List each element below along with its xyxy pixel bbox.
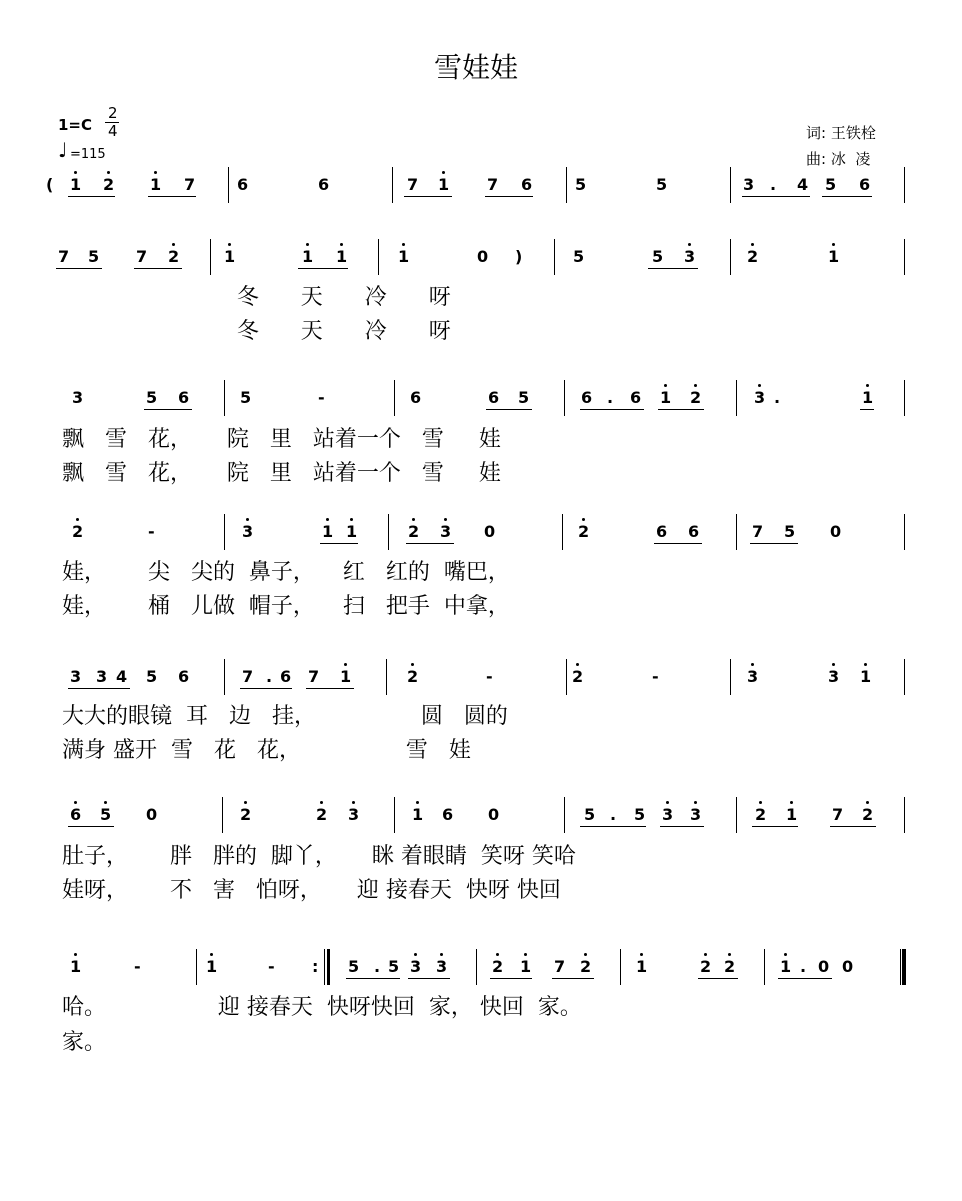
bar-line [224, 380, 225, 416]
octave-dot [442, 171, 445, 174]
octave-dot [704, 953, 707, 956]
note-digit: 1 [828, 247, 840, 266]
note-digit: 5 [652, 247, 664, 266]
note-digit: 0 [484, 522, 496, 541]
octave-dot [326, 518, 329, 521]
note-digit: 2 [578, 522, 590, 541]
lyric-line: 大大的眼镜 耳 边 挂， 圆 圆的 [62, 704, 508, 729]
note-digit: . [374, 957, 381, 976]
note-digit: 3 [684, 247, 696, 266]
bar-line [904, 380, 905, 416]
note-digit: 6 [178, 388, 190, 407]
note-digit: 0 [488, 805, 500, 824]
note-digit: . [800, 957, 807, 976]
octave-dot [104, 801, 107, 804]
note-digit: . [774, 388, 781, 407]
note-digit: 5 [88, 247, 100, 266]
note-digit: 5 [100, 805, 112, 824]
octave-dot [74, 171, 77, 174]
octave-dot [751, 243, 754, 246]
octave-dot [694, 801, 697, 804]
octave-dot [246, 518, 249, 521]
composer-credit: 曲: 冰 凌 [806, 150, 871, 168]
note-digit: 6 [521, 175, 533, 194]
beam-underline [240, 688, 292, 689]
lyric-line: 家。 [62, 1030, 107, 1055]
beam-underline [486, 409, 532, 410]
bar-line [394, 380, 395, 416]
bar-line [378, 239, 379, 275]
note-digit: 0 [146, 805, 158, 824]
octave-dot [344, 663, 347, 666]
beam-underline [658, 409, 704, 410]
note-digit: 3 [440, 522, 452, 541]
note-digit: 5 [518, 388, 530, 407]
quarter-note-icon: ♩ [58, 138, 68, 162]
note-digit: ) [515, 247, 523, 266]
lyric-line: 娃， 桶 儿做 帽子， 扫 把手 中拿， [62, 594, 510, 619]
beam-underline [580, 409, 644, 410]
bar-line [730, 659, 731, 695]
note-digit: 6 [442, 805, 454, 824]
octave-dot [524, 953, 527, 956]
bar-line [224, 514, 225, 550]
note-digit: 6 [581, 388, 593, 407]
beam-underline [485, 196, 533, 197]
note-digit: . [770, 175, 777, 194]
beam-underline [306, 688, 354, 689]
octave-dot [664, 384, 667, 387]
note-digit: 1 [398, 247, 410, 266]
note-digit: 2 [700, 957, 712, 976]
bar-line [900, 949, 901, 985]
octave-dot [414, 953, 417, 956]
lyricist-credit: 词: 王铁栓 [806, 124, 876, 142]
key-signature: 1=C [58, 116, 93, 134]
bar-line [904, 659, 905, 695]
octave-dot [759, 801, 762, 804]
note-digit: 4 [116, 667, 128, 686]
bar-line [904, 797, 905, 833]
beam-underline [298, 268, 348, 269]
octave-dot [864, 663, 867, 666]
octave-dot [416, 801, 419, 804]
note-digit: 2 [580, 957, 592, 976]
note-digit: 2 [408, 522, 420, 541]
note-digit: 5 [634, 805, 646, 824]
note-digit: 6 [237, 175, 249, 194]
octave-dot [584, 953, 587, 956]
bar-line [904, 239, 905, 275]
note-digit: 3 [242, 522, 254, 541]
note-digit: 1 [636, 957, 648, 976]
note-digit: 1 [780, 957, 792, 976]
note-digit: 3 [743, 175, 755, 194]
octave-dot [352, 801, 355, 804]
note-digit: 5 [575, 175, 587, 194]
octave-dot [832, 663, 835, 666]
note-digit: 7 [554, 957, 566, 976]
note-digit: 3 [410, 957, 422, 976]
octave-dot [411, 663, 414, 666]
beam-underline [822, 196, 872, 197]
octave-dot [751, 663, 754, 666]
bar-line [394, 797, 395, 833]
note-digit: 1 [520, 957, 532, 976]
note-digit: 7 [184, 175, 196, 194]
beam-underline [94, 688, 130, 689]
octave-dot [172, 243, 175, 246]
bar-line [554, 239, 555, 275]
octave-dot [154, 171, 157, 174]
note-digit: 3 [690, 805, 702, 824]
note-digit: 6 [688, 522, 700, 541]
note-digit: 5 [584, 805, 596, 824]
lyric-line: 冬 天 冷 呀 [62, 319, 451, 344]
note-digit: - [134, 957, 141, 976]
lyric-line: 娃， 尖 尖的 鼻子， 红 红的 嘴巴， [62, 560, 510, 585]
note-digit: 5 [348, 957, 360, 976]
beam-underline [408, 978, 450, 979]
octave-dot [694, 384, 697, 387]
note-digit: 1 [70, 957, 82, 976]
note-digit: 1 [206, 957, 218, 976]
note-digit: 1 [224, 247, 236, 266]
beam-underline [860, 409, 874, 410]
note-digit: 1 [412, 805, 424, 824]
note-digit: 1 [302, 247, 314, 266]
octave-dot [866, 801, 869, 804]
lyric-line: 飘 雪 花， 院 里 站着一个 雪 娃 [62, 461, 501, 486]
octave-dot [640, 953, 643, 956]
note-digit: ( [46, 175, 54, 194]
beam-underline [144, 409, 192, 410]
octave-dot [320, 801, 323, 804]
octave-dot [210, 953, 213, 956]
note-digit: 5 [240, 388, 252, 407]
tempo-marking: =115 [70, 147, 106, 162]
time-signature-top: 2 [108, 104, 118, 122]
note-digit: 5 [146, 388, 158, 407]
note-digit: 5 [146, 667, 158, 686]
note-digit: 3 [96, 667, 108, 686]
note-digit: - [652, 667, 659, 686]
beam-underline [346, 978, 400, 979]
lyric-line: 冬 天 冷 呀 [62, 285, 451, 310]
beam-underline [68, 196, 115, 197]
octave-dot [340, 243, 343, 246]
beam-underline [56, 268, 102, 269]
octave-dot [412, 518, 415, 521]
beam-underline [750, 543, 798, 544]
note-digit: 7 [58, 247, 70, 266]
beam-underline [830, 826, 876, 827]
note-digit: 1 [70, 175, 82, 194]
note-digit: 6 [178, 667, 190, 686]
octave-dot [832, 243, 835, 246]
note-digit: 6 [280, 667, 292, 686]
repeat-bar-thick [327, 949, 330, 985]
note-digit: 2 [690, 388, 702, 407]
note-digit: 6 [859, 175, 871, 194]
note-digit: 2 [572, 667, 584, 686]
note-digit: 3 [70, 667, 82, 686]
bar-line [736, 514, 737, 550]
bar-line [388, 514, 389, 550]
bar-line [730, 239, 731, 275]
bar-line [904, 167, 905, 203]
final-bar-thick [902, 949, 906, 985]
beam-underline [742, 196, 810, 197]
note-digit: 1 [340, 667, 352, 686]
note-digit: 6 [656, 522, 668, 541]
note-digit: 2 [103, 175, 115, 194]
score-title: 雪娃娃 [434, 51, 519, 84]
note-digit: 1 [336, 247, 348, 266]
octave-dot [228, 243, 231, 246]
beam-underline [580, 826, 646, 827]
octave-dot [866, 384, 869, 387]
note-digit: 7 [752, 522, 764, 541]
note-digit: 1 [150, 175, 162, 194]
bar-line [324, 949, 325, 985]
bar-line [736, 797, 737, 833]
note-digit: - [318, 388, 325, 407]
lyric-line: 肚子， 胖 胖的 脚丫， 眯 着眼睛 笑呀 笑哈 [62, 844, 576, 869]
note-digit: 3 [348, 805, 360, 824]
note-digit: 6 [410, 388, 422, 407]
beam-underline [148, 196, 196, 197]
note-digit: 5 [656, 175, 668, 194]
note-digit: 2 [492, 957, 504, 976]
note-digit: 2 [724, 957, 736, 976]
note-digit: 6 [318, 175, 330, 194]
bar-line [386, 659, 387, 695]
note-digit: 7 [136, 247, 148, 266]
beam-underline [654, 543, 702, 544]
bar-line [730, 167, 731, 203]
lyric-line: 满身 盛开 雪 花 花， 雪 娃 [62, 738, 471, 763]
beam-underline [320, 543, 358, 544]
note-digit: . [610, 805, 617, 824]
note-digit: . [266, 667, 273, 686]
bar-line [224, 659, 225, 695]
note-digit: 0 [830, 522, 842, 541]
lyric-line: 飘 雪 花， 院 里 站着一个 雪 娃 [62, 427, 501, 452]
bar-line [564, 797, 565, 833]
note-digit: 2 [747, 247, 759, 266]
note-digit: 0 [818, 957, 830, 976]
octave-dot [76, 518, 79, 521]
beam-underline [752, 826, 798, 827]
note-digit: - [148, 522, 155, 541]
beam-underline [134, 268, 182, 269]
note-digit: 5 [825, 175, 837, 194]
note-digit: 3 [754, 388, 766, 407]
beam-underline [660, 826, 704, 827]
time-signature-bottom: 4 [108, 122, 118, 140]
note-digit: 0 [842, 957, 854, 976]
octave-dot [790, 801, 793, 804]
bar-line [566, 659, 567, 695]
octave-dot [666, 801, 669, 804]
octave-dot [74, 801, 77, 804]
beam-underline [68, 826, 114, 827]
note-digit: 2 [862, 805, 874, 824]
note-digit: - [268, 957, 275, 976]
bar-line [228, 167, 229, 203]
beam-underline [698, 978, 738, 979]
note-digit: 0 [477, 247, 489, 266]
octave-dot [784, 953, 787, 956]
note-digit: 1 [660, 388, 672, 407]
bar-line [476, 949, 477, 985]
bar-line [222, 797, 223, 833]
note-digit: 7 [487, 175, 499, 194]
note-digit: 7 [832, 805, 844, 824]
bar-line [620, 949, 621, 985]
note-digit: 5 [388, 957, 400, 976]
octave-dot [350, 518, 353, 521]
octave-dot [306, 243, 309, 246]
note-digit: 6 [630, 388, 642, 407]
note-digit: 1 [322, 522, 334, 541]
octave-dot [107, 171, 110, 174]
octave-dot [74, 953, 77, 956]
octave-dot [244, 801, 247, 804]
note-digit: : [312, 957, 319, 976]
note-digit: - [486, 667, 493, 686]
note-digit: 2 [72, 522, 84, 541]
lyric-line: 哈。 迎 接春天 快呀快回 家， 快回 家。 [62, 995, 582, 1020]
note-digit: 5 [784, 522, 796, 541]
octave-dot [444, 518, 447, 521]
beam-underline [404, 196, 452, 197]
note-digit: 2 [407, 667, 419, 686]
note-digit: 2 [168, 247, 180, 266]
note-digit: 3 [72, 388, 84, 407]
bar-line [566, 167, 567, 203]
beam-underline [552, 978, 594, 979]
beam-underline [648, 268, 698, 269]
note-digit: 3 [828, 667, 840, 686]
bar-line [736, 380, 737, 416]
note-digit: 1 [862, 388, 874, 407]
note-digit: 6 [70, 805, 82, 824]
beam-underline [816, 978, 832, 979]
time-signature-line [105, 122, 119, 123]
octave-dot [688, 243, 691, 246]
note-digit: 5 [573, 247, 585, 266]
note-digit: 6 [488, 388, 500, 407]
octave-dot [582, 518, 585, 521]
note-digit: 1 [438, 175, 450, 194]
octave-dot [496, 953, 499, 956]
lyric-line: 娃呀， 不 害 怕呀， 迎 接春天 快呀 快回 [62, 878, 561, 903]
note-digit: 7 [242, 667, 254, 686]
bar-line [764, 949, 765, 985]
bar-line [196, 949, 197, 985]
octave-dot [440, 953, 443, 956]
octave-dot [728, 953, 731, 956]
note-digit: 2 [755, 805, 767, 824]
note-digit: 7 [407, 175, 419, 194]
note-digit: 2 [316, 805, 328, 824]
bar-line [392, 167, 393, 203]
note-digit: 7 [308, 667, 320, 686]
octave-dot [576, 663, 579, 666]
bar-line [564, 380, 565, 416]
note-digit: 1 [346, 522, 358, 541]
beam-underline [490, 978, 532, 979]
note-digit: 3 [436, 957, 448, 976]
bar-line [210, 239, 211, 275]
note-digit: 3 [662, 805, 674, 824]
beam-underline [406, 543, 454, 544]
note-digit: . [607, 388, 614, 407]
octave-dot [758, 384, 761, 387]
note-digit: 1 [786, 805, 798, 824]
note-digit: 1 [860, 667, 872, 686]
note-digit: 2 [240, 805, 252, 824]
bar-line [562, 514, 563, 550]
bar-line [904, 514, 905, 550]
note-digit: 3 [747, 667, 759, 686]
octave-dot [402, 243, 405, 246]
note-digit: 4 [797, 175, 809, 194]
